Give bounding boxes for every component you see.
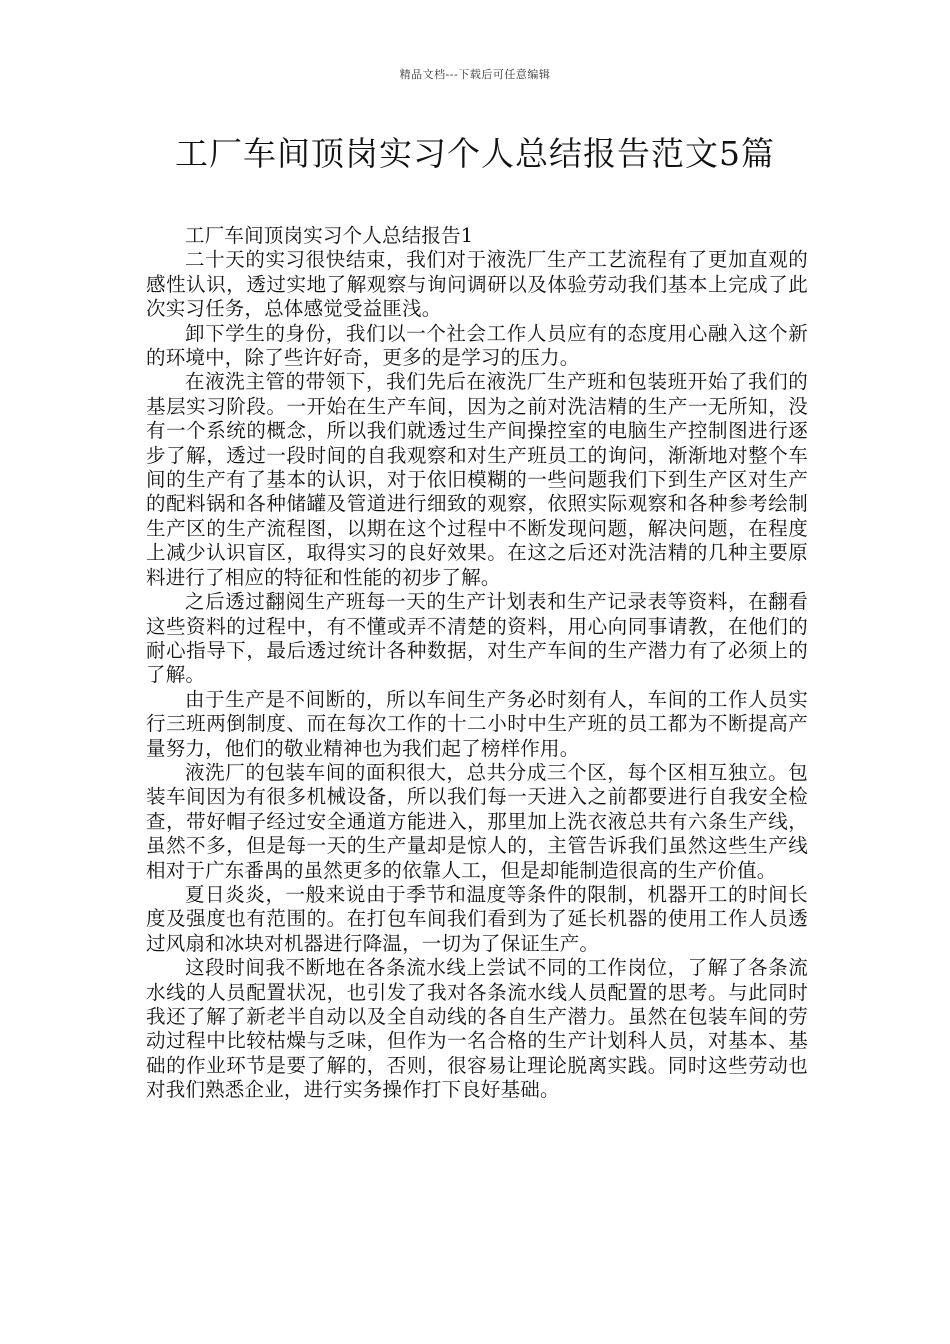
document-title: 工厂车间顶岗实习个人总结报告范文5篇	[175, 134, 775, 173]
paragraph: 二十天的实习很快结束，我们对于液洗厂生产工艺流程有了更加直观的感性认识，透过实地了解观察与询问调研以及体验劳动我们基本上完成了此次实习任务，总体感觉受益匪浅。	[146, 248, 808, 321]
paragraph: 这段时间我不断地在各条流水线上尝试不同的工作岗位，了解了各条流水线的人员配置状况，也引发了我对各条流水线人员配置的思考。与此同时我还了解了新老半自动以及全自动线的各自生产潜力。虽然在包装车间的劳动过程中比较枯燥与乏味，但作为一名合格的生产计划科人员，对基本、基础的作业环节是要了解的，否则，很容易让理论脱离实践。同时这些劳动也对我们熟悉企业，进行实务操作打下良好基础。	[146, 956, 808, 1102]
paragraph: 夏日炎炎，一般来说由于季节和温度等条件的限制，机器开工的时间长度及强度也有范围的。在打包车间我们看到为了延长机器的使用工作人员透过风扇和冰块对机器进行降温，一切为了保证生产。	[146, 882, 808, 955]
section-subtitle: 工厂车间顶岗实习个人总结报告1	[185, 224, 474, 247]
header-note: 精品文档---下载后可任意编辑	[399, 68, 551, 81]
paragraph: 在液洗主管的带领下，我们先后在液洗厂生产班和包装班开始了我们的基层实习阶段。一开始在生产车间，因为之前对洗洁精的生产一无所知，没有一个系统的概念，所以我们就透过生产间操控室的电脑生产控制图进行逐步了解，透过一段时间的自我观察和对生产班员工的询问，渐渐地对整个车间的生产有了基本的认识，对于依旧模糊的一些问题我们下到生产区对生产的配料锅和各种储罐及管道进行细致的观察，依照实际观察和各种参考绘制生产区的生产流程图，以期在这个过程中不断发现问题，解决问题，在程度上减少认识盲区，取得实习的良好效果。在这之后还对洗洁精的几种主要原料进行了相应的特征和性能的初步了解。	[146, 370, 808, 589]
paragraph: 卸下学生的身份，我们以一个社会工作人员应有的态度用心融入这个新的环境中，除了些许好奇，更多的是学习的压力。	[146, 321, 808, 370]
paragraph: 液洗厂的包装车间的面积很大，总共分成三个区，每个区相互独立。包装车间因为有很多机械设备，所以我们每一天进入之前都要进行自我安全检查，带好帽子经过安全通道方能进入，那里加上洗衣液总共有六条生产线，虽然不多，但是每一天的生产量却是惊人的，主管告诉我们虽然这些生产线相对于广东番禺的虽然更多的依靠人工，但是却能制造很高的生产价值。	[146, 760, 808, 882]
paragraph: 由于生产是不间断的，所以车间生产务必时刻有人，车间的工作人员实行三班两倒制度、而在每次工作的十二小时中生产班的员工都为不断提高产量努力，他们的敬业精神也为我们起了榜样作用。	[146, 687, 808, 760]
document-body	[146, 224, 808, 1103]
paragraph: 之后透过翻阅生产班每一天的生产计划表和生产记录表等资料，在翻看这些资料的过程中，有不懂或弄不清楚的资料，用心向同事请教，在他们的耐心指导下，最后透过统计各种数据，对生产车间的生产潜力有了必须上的了解。	[146, 590, 808, 687]
